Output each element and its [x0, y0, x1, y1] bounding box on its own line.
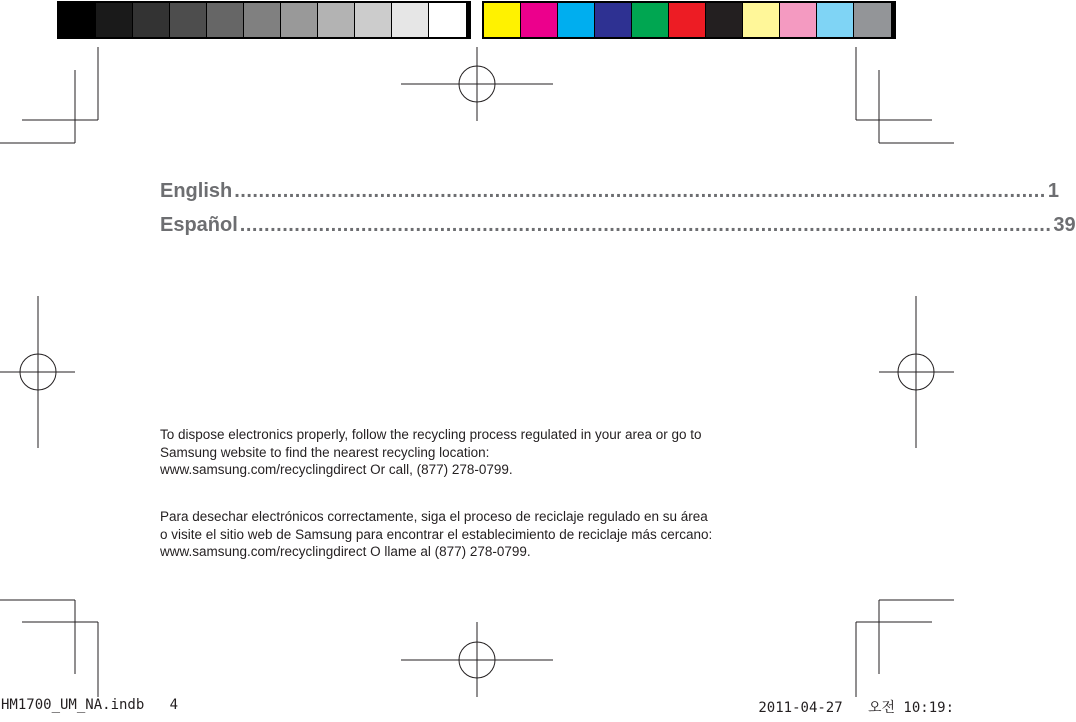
slug-page: 4	[169, 697, 179, 713]
registration-mark-left	[0, 296, 75, 448]
registration-mark-right	[879, 296, 954, 448]
toc-title: English	[160, 180, 233, 202]
toc-leader-dots: ......................................................................................................................................	[234, 180, 1046, 202]
toc-page-number: 39	[1053, 214, 1076, 236]
slug-datetime: 2011-04-27 오전 10:19:	[758, 700, 954, 716]
registration-mark-bottom	[401, 622, 553, 697]
toc-entry-espanol[interactable]	[160, 214, 1076, 240]
notice-line: o visite el sitio web de Samsung para encontrar el establecimiento de reciclaje más cercano:	[160, 526, 713, 542]
slug-file-info	[1, 697, 178, 713]
toc-page-number: 1	[1047, 180, 1059, 202]
toc-leader-dots: ......................................................................................................................................	[239, 214, 1052, 236]
notice-line: Para desechar electrónicos correctamente, siga el proceso de reciclaje regulado en su área	[160, 509, 708, 524]
toc-entry-english[interactable]	[160, 180, 1059, 206]
slug-filename: HM1700_UM_NA.indb	[1, 697, 145, 713]
notice-line: To dispose electronics properly, follow the recycling process regulated in your area or go to	[160, 427, 702, 442]
toc-title: Español	[160, 214, 238, 236]
recycling-notice-english	[160, 426, 800, 479]
notice-line: Samsung website to find the nearest recycling location:	[160, 444, 490, 460]
registration-mark-top	[401, 47, 553, 121]
recycling-notice-spanish	[160, 508, 800, 561]
notice-line: www.samsung.com/recyclingdirect Or call, (877) 278-0799.	[160, 462, 513, 477]
notice-line: www.samsung.com/recyclingdirect O llame al (877) 278-0799.	[160, 544, 531, 559]
